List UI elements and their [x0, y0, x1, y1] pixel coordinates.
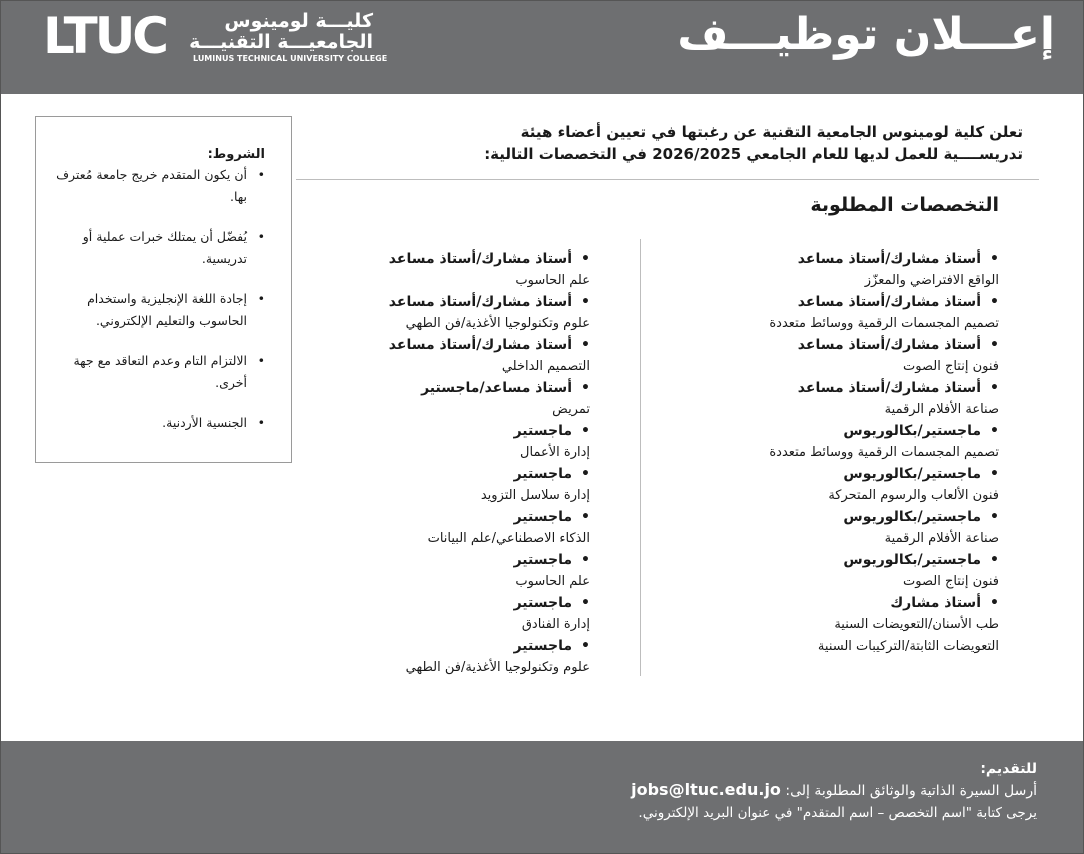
spec-field: التعويضات الثابتة/التركيبات السنية: [817, 639, 999, 654]
intro-divider: [296, 179, 1039, 180]
spec-rank: [689, 292, 999, 313]
spec-rank-text: ماجستير: [513, 552, 572, 568]
condition-item: [54, 412, 265, 434]
spec-item: [689, 292, 999, 335]
spec-item: [320, 636, 590, 679]
bullet-icon: •: [581, 380, 590, 396]
bullet-icon: •: [990, 294, 999, 310]
spec-field: تمريض: [552, 402, 590, 417]
logo-english-name: LUMINUS TECHNICAL UNIVERSITY COLLEGE: [193, 54, 388, 63]
condition-text: أن يكون المتقدم خريج جامعة مُعترف بها.: [56, 167, 247, 204]
conditions-title: الشروط:: [207, 147, 265, 162]
spec-rank: [320, 335, 590, 356]
spec-field: علم الحاسوب: [515, 574, 590, 589]
spec-field: فنون إنتاج الصوت: [903, 359, 999, 374]
apply-line1-text: أرسل السيرة الذاتية والوثائق المطلوبة إلى:: [785, 783, 1037, 799]
spec-field: صناعة الأفلام الرقمية: [884, 402, 999, 417]
spec-rank: [320, 507, 590, 528]
section-title: التخصصات المطلوبة: [810, 194, 999, 216]
spec-field: الذكاء الاصطناعي/علم البيانات: [427, 531, 590, 546]
intro-line1: تعلن كلية لومينوس الجامعية التقنية عن رغبتها في تعيين أعضاء هيئة: [520, 123, 1023, 141]
bullet-icon: •: [257, 229, 265, 244]
bullet-icon: •: [257, 291, 265, 306]
spec-item: [689, 421, 999, 464]
spec-rank-text: ماجستير/بكالوريوس: [843, 552, 981, 568]
conditions-list: [54, 164, 265, 434]
spec-item: [320, 421, 590, 464]
bullet-icon: •: [581, 552, 590, 568]
bullet-icon: •: [581, 638, 590, 654]
spec-rank: [689, 249, 999, 270]
spec-rank: [689, 378, 999, 399]
condition-text: الالتزام التام وعدم التعاقد مع جهة أخرى.: [73, 353, 247, 390]
spec-rank-text: أستاذ مساعد/ماجستير: [421, 380, 572, 396]
spec-field: فنون إنتاج الصوت: [903, 574, 999, 589]
spec-rank-text: ماجستير/بكالوريوس: [843, 466, 981, 482]
spec-rank: [320, 550, 590, 571]
apply-title: للتقديم:: [980, 761, 1037, 777]
bullet-icon: •: [990, 552, 999, 568]
spec-field: علوم وتكنولوجيا الأغذية/فن الطهي: [405, 660, 590, 675]
condition-text: الجنسية الأردنية.: [162, 415, 247, 430]
header-band: [1, 1, 1084, 94]
spec-rank-text: أستاذ مشارك/أستاذ مساعد: [388, 251, 572, 267]
apply-line1: [337, 779, 1037, 802]
spec-field: فنون الألعاب والرسوم المتحركة: [828, 488, 999, 503]
spec-field: التصميم الداخلي: [501, 359, 590, 374]
bullet-icon: •: [581, 337, 590, 353]
bullet-icon: •: [990, 595, 999, 611]
spec-rank: [689, 507, 999, 528]
bullet-icon: •: [990, 423, 999, 439]
condition-item: [54, 164, 265, 208]
spec-item: [320, 335, 590, 378]
spec-rank: [689, 421, 999, 442]
spec-item: [320, 292, 590, 335]
logo-arabic-line2: الجامعيـــة التقنيـــة: [189, 31, 373, 53]
bullet-icon: •: [990, 251, 999, 267]
spec-rank-text: ماجستير: [513, 466, 572, 482]
bullet-icon: •: [990, 509, 999, 525]
spec-item: [689, 335, 999, 378]
condition-item: [54, 226, 265, 270]
bullet-icon: •: [581, 509, 590, 525]
spec-field: تصميم المجسمات الرقمية ووسائط متعددة: [769, 445, 999, 460]
apply-line2: يرجى كتابة "اسم التخصص – اسم المتقدم" في عنوان البريد الإلكتروني.: [638, 805, 1037, 821]
column-divider: [640, 239, 641, 676]
spec-rank: [689, 464, 999, 485]
spec-field: الواقع الافتراضي والمعزّز: [864, 273, 999, 288]
bullet-icon: •: [990, 380, 999, 396]
spec-item: [320, 550, 590, 593]
bullet-icon: •: [581, 466, 590, 482]
intro-text: [403, 121, 1023, 165]
logo-arabic-line1: كليـــة لومينوس: [224, 10, 373, 32]
spec-field: إدارة الأعمال: [520, 445, 590, 460]
spec-rank: [320, 249, 590, 270]
spec-item: [689, 507, 999, 550]
spec-field: صناعة الأفلام الرقمية: [884, 531, 999, 546]
apply-section: [337, 759, 1037, 824]
bullet-icon: •: [581, 423, 590, 439]
spec-rank: [320, 593, 590, 614]
spec-field: علم الحاسوب: [515, 273, 590, 288]
spec-item: [689, 249, 999, 292]
spec-rank-text: ماجستير: [513, 595, 572, 611]
spec-item: [320, 593, 590, 636]
condition-item: [54, 350, 265, 394]
intro-line2: تدريســــية للعمل لديها للعام الجامعي 2026/2025 في التخصصات التالية:: [484, 145, 1023, 163]
logo-arabic-name: [189, 11, 373, 53]
specs-column-left: [320, 249, 590, 679]
bullet-icon: •: [581, 595, 590, 611]
spec-item: [689, 464, 999, 507]
spec-rank: [320, 378, 590, 399]
bullet-icon: •: [581, 294, 590, 310]
spec-rank: [689, 550, 999, 571]
spec-rank-text: أستاذ مشارك/أستاذ مساعد: [797, 251, 981, 267]
spec-field: إدارة الفنادق: [521, 617, 590, 632]
spec-item: [689, 550, 999, 593]
spec-rank-text: أستاذ مشارك/أستاذ مساعد: [797, 337, 981, 353]
spec-rank: [689, 593, 999, 614]
bullet-icon: •: [990, 337, 999, 353]
spec-rank-text: ماجستير/بكالوريوس: [843, 509, 981, 525]
specs-column-right: [689, 249, 999, 658]
spec-rank-text: ماجستير: [513, 638, 572, 654]
bullet-icon: •: [257, 415, 265, 430]
spec-rank: [320, 636, 590, 657]
announcement-title: إعـــلان توظيـــف: [677, 9, 1055, 60]
spec-item: [320, 507, 590, 550]
spec-field: علوم وتكنولوجيا الأغذية/فن الطهي: [405, 316, 590, 331]
spec-rank: [320, 292, 590, 313]
spec-rank: [320, 464, 590, 485]
spec-rank-text: ماجستير: [513, 423, 572, 439]
spec-rank-text: أستاذ مشارك: [890, 595, 981, 611]
spec-rank-text: ماجستير/بكالوريوس: [843, 423, 981, 439]
apply-email-link[interactable]: jobs@ltuc.edu.jo: [631, 780, 781, 799]
condition-item: [54, 288, 265, 332]
spec-item: [689, 378, 999, 421]
spec-item: [320, 249, 590, 292]
bullet-icon: •: [257, 167, 265, 182]
spec-rank-text: أستاذ مشارك/أستاذ مساعد: [797, 380, 981, 396]
logo-mark: LTUC: [43, 7, 166, 65]
bullet-icon: •: [257, 353, 265, 368]
ltuc-logo: [43, 7, 388, 67]
spec-field: تصميم المجسمات الرقمية ووسائط متعددة: [769, 316, 999, 331]
condition-text: يُفضّل أن يمتلك خبرات عملية أو تدريسية.: [82, 229, 247, 266]
bullet-icon: •: [990, 466, 999, 482]
spec-rank: [320, 421, 590, 442]
spec-item: [320, 464, 590, 507]
spec-item: [320, 378, 590, 421]
bullet-icon: •: [581, 251, 590, 267]
condition-text: إجادة اللغة الإنجليزية واستخدام الحاسوب والتعليم الإلكتروني.: [87, 291, 247, 328]
spec-item: [689, 593, 999, 658]
spec-rank-text: أستاذ مشارك/أستاذ مساعد: [797, 294, 981, 310]
conditions-box: [35, 116, 292, 463]
spec-rank-text: أستاذ مشارك/أستاذ مساعد: [388, 337, 572, 353]
spec-rank-text: أستاذ مشارك/أستاذ مساعد: [388, 294, 572, 310]
spec-rank-text: ماجستير: [513, 509, 572, 525]
spec-rank: [689, 335, 999, 356]
spec-field: إدارة سلاسل التزويد: [480, 488, 590, 503]
spec-field: طب الأسنان/التعويضات السنية: [834, 617, 999, 632]
